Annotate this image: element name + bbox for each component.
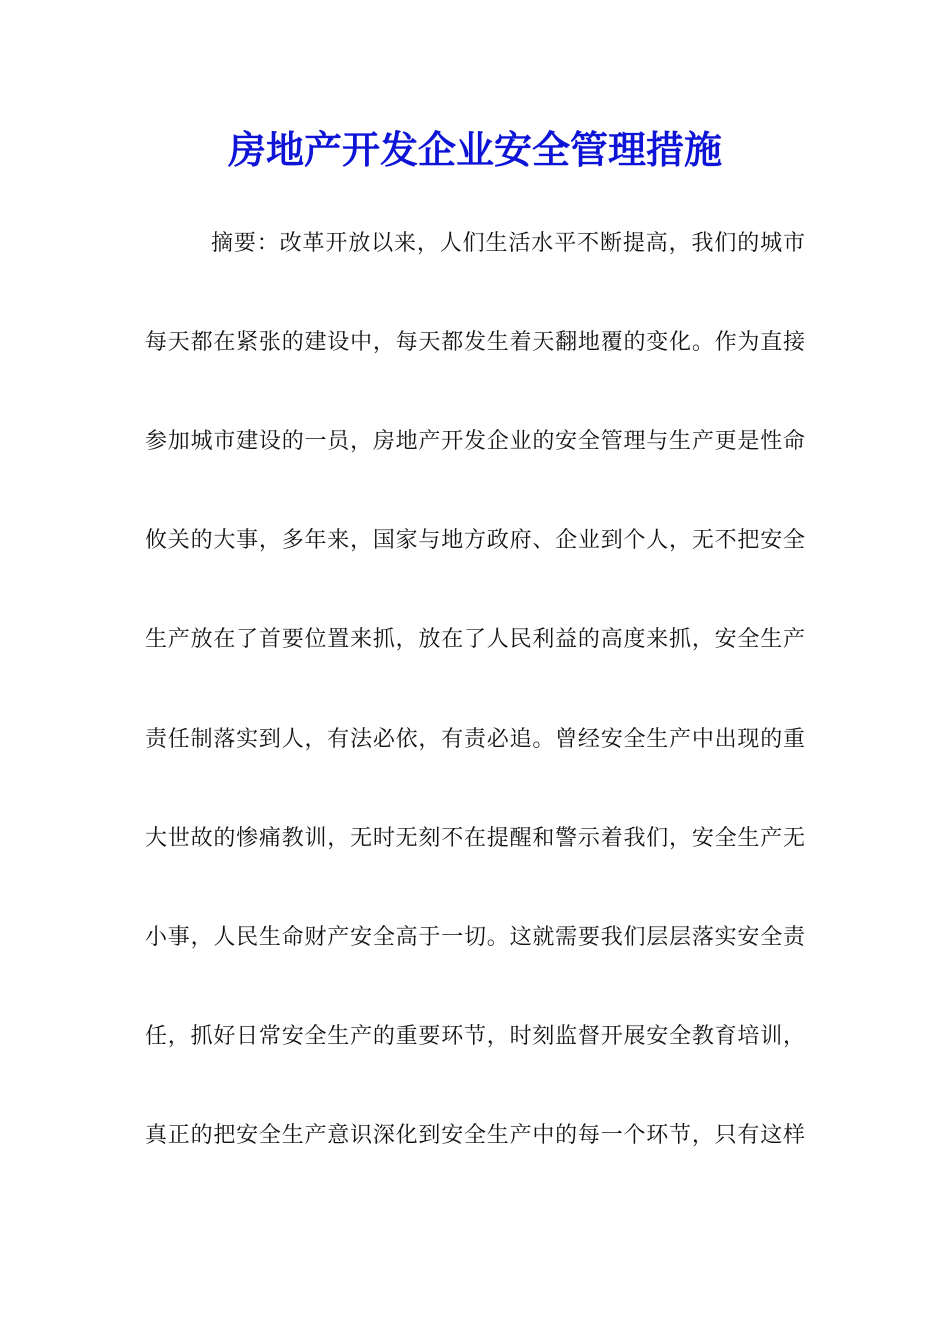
paragraph-line-7: 大世故的惨痛教训，无时无刻不在提醒和警示着我们，安全生产无: [145, 826, 805, 851]
paragraph-line-6: 责任制落实到人，有法必依，有责必追。曾经安全生产中出现的重: [145, 727, 805, 752]
paragraph-line-10: 真正的把安全生产意识深化到安全生产中的每一个环节，只有这样: [145, 1123, 805, 1148]
paragraph-line-3: 参加城市建设的一员，房地产开发企业的安全管理与生产更是性命: [145, 429, 805, 454]
document-title: 房地产开发企业安全管理措施: [227, 127, 722, 172]
paragraph-line-9: 任，抓好日常安全生产的重要环节，时刻监督开展安全教育培训，: [145, 1024, 805, 1049]
paragraph-line-1: 摘要：改革开放以来，人们生活水平不断提高，我们的城市: [211, 231, 805, 256]
paragraph-line-2: 每天都在紧张的建设中，每天都发生着天翻地覆的变化。作为直接: [145, 330, 805, 355]
paragraph-line-8: 小事，人民生命财产安全高于一切。这就需要我们层层落实安全责: [145, 925, 805, 950]
paragraph-line-5: 生产放在了首要位置来抓，放在了人民利益的高度来抓，安全生产: [145, 627, 805, 652]
paragraph-line-4: 攸关的大事，多年来，国家与地方政府、企业到个人，无不把安全: [145, 528, 805, 553]
